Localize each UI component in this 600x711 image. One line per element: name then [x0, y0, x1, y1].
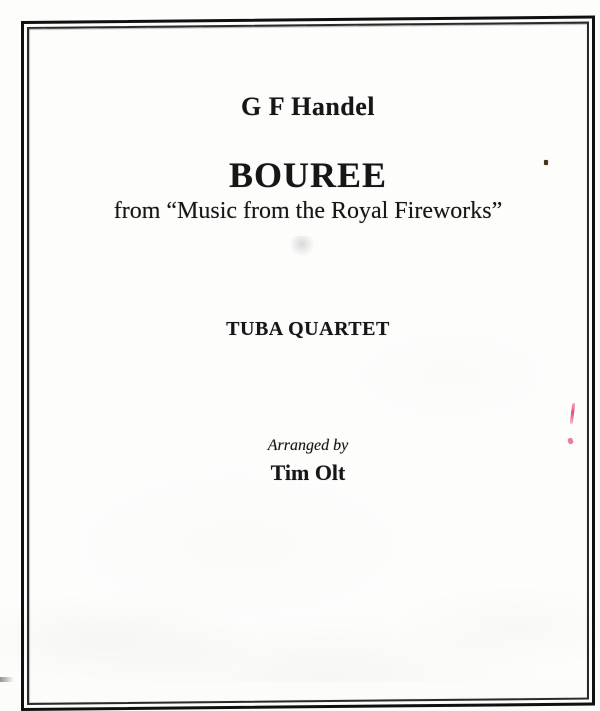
scan-edge-shadow — [0, 677, 14, 682]
piece-title: BOUREE — [228, 155, 388, 195]
piece-subtitle: from “Music from the Royal Fireworks” — [113, 198, 503, 224]
ensemble-type: TUBA QUARTET — [226, 318, 390, 340]
arranger-name: Tim Olt — [270, 460, 346, 485]
arranged-by-label: Arranged by — [267, 437, 349, 454]
cover-content — [24, 0, 592, 682]
composer-name: G F Handel — [240, 92, 376, 121]
scan-smudge-artifact — [290, 236, 314, 256]
scan-speck-artifact — [544, 160, 548, 165]
